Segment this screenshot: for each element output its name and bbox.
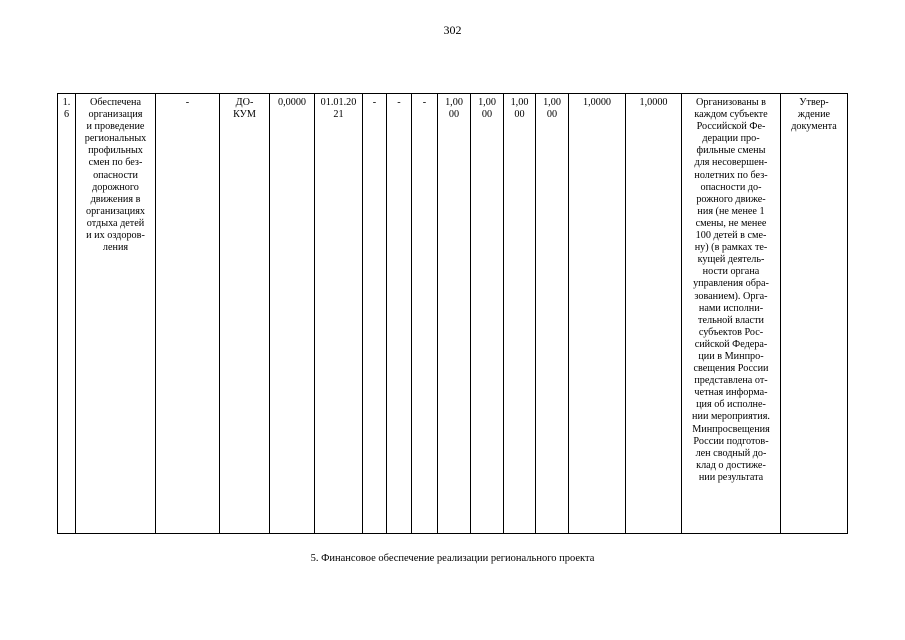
result-name: Обеспечена организация и проведение региональных профильных смен по без- опасности дорожного движения в организациях отдыха детей и их оздоров- ления bbox=[84, 97, 147, 254]
page-number: 302 bbox=[443, 23, 462, 37]
dash-cell bbox=[387, 94, 412, 534]
dash-value: - bbox=[422, 97, 427, 108]
row-number-cell bbox=[58, 94, 76, 534]
row-number: 1. 6 bbox=[62, 97, 71, 121]
base-value: 0,0000 bbox=[277, 97, 306, 108]
value-cell bbox=[626, 94, 682, 534]
doc-type-cell bbox=[781, 94, 848, 534]
target-value: 1,0000 bbox=[639, 97, 668, 108]
dash-cell bbox=[363, 94, 387, 534]
base-date-cell bbox=[315, 94, 363, 534]
document-type: Утвер- ждение документа bbox=[791, 97, 837, 133]
target-value: 1,00 00 bbox=[445, 97, 463, 121]
target-value: 1,00 00 bbox=[478, 97, 496, 121]
value-cell bbox=[438, 94, 471, 534]
characteristic-cell bbox=[682, 94, 781, 534]
dash-cell bbox=[412, 94, 438, 534]
section-heading: 5. Финансовое обеспечение реализации регионального проекта bbox=[310, 553, 595, 564]
target-value: 1,00 00 bbox=[510, 97, 529, 121]
dash-value: - bbox=[397, 97, 401, 108]
value-cell bbox=[569, 94, 626, 534]
dash-value: - bbox=[372, 97, 377, 108]
table-row bbox=[58, 94, 848, 534]
result-characteristic: Организованы в каждом субъекте Российской Фе- дерации про- фильные смены для несовершен- нолетних по без- опасности до- рожного движе- ния (не менее 1 смены, не менее 100 детей в сме- ну) (в рамках те- кущей деятель- ности органа управления обра- зованием). Орга- нами исполни- тельной власти субъектов Рос- сийской Федера- ции в Минпро- свещения России представлена от- четная информа- ция об исполне- нии мероприятия. Минпросвещения России подготов- лен сводный до- клад о достиже- нии результата bbox=[692, 97, 770, 483]
target-value: 1,00 00 bbox=[543, 97, 561, 121]
base-value-cell bbox=[270, 94, 315, 534]
dash-cell bbox=[156, 94, 220, 534]
project-results-table bbox=[57, 93, 848, 534]
result-name-cell bbox=[76, 94, 156, 534]
unit-cell bbox=[220, 94, 270, 534]
value-cell bbox=[536, 94, 569, 534]
dash-value: - bbox=[185, 97, 190, 108]
unit-value: ДО- КУМ bbox=[233, 97, 256, 121]
base-date: 01.01.20 21 bbox=[320, 97, 357, 121]
value-cell bbox=[504, 94, 536, 534]
target-value: 1,0000 bbox=[582, 97, 611, 108]
value-cell bbox=[471, 94, 504, 534]
